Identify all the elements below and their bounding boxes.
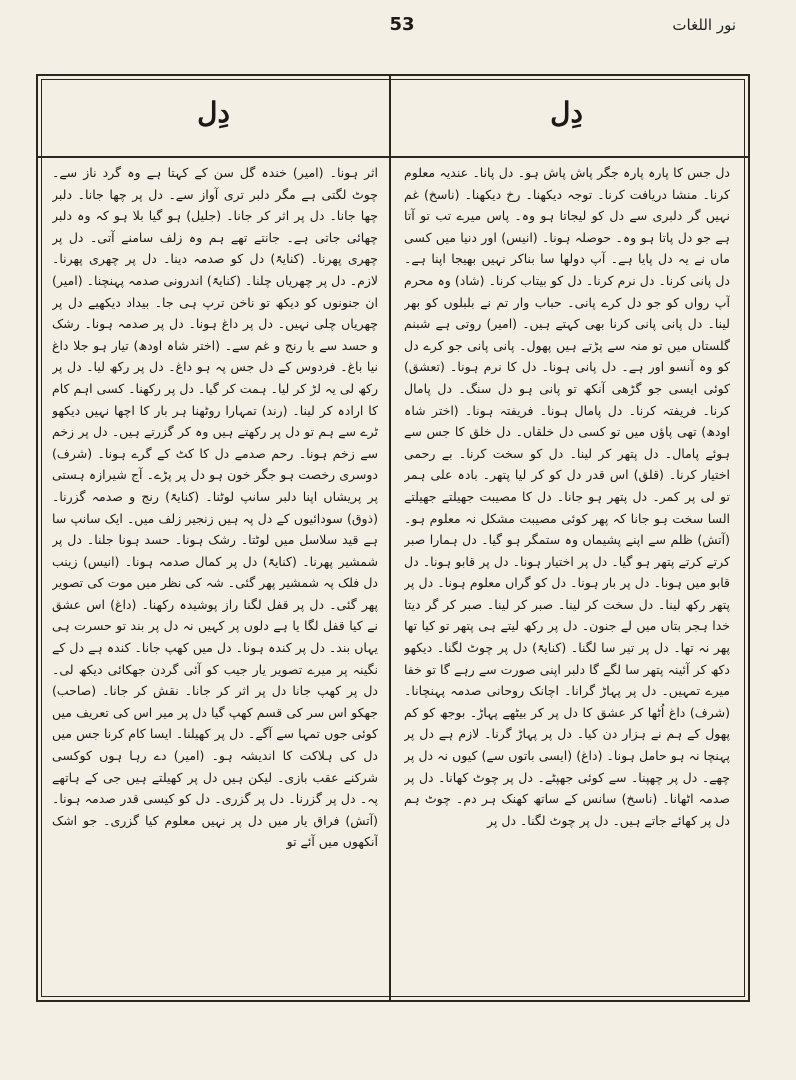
running-head: نور اللغات [672,16,736,34]
left-column-paragraph: اثر ہونا۔ (امیر) خندہ گل سن کے کہتا ہے وہ گرد ناز سے۔ چوٹ لگتی ہے مگر دلبر تری آواز سے۔ دل پر چھا جانا۔ دلبر چھا جانا۔ دل پر اثر کر جانا۔ (جلیل) ہو گیا بلا ہو کہ وہ دلبر چھائی جاتی ہے۔ جانتے تھے ہم وہ زلف سامنے آتی۔ دل پر چھری پھرنا۔ (کنایۃً) دل کو صدمہ دینا۔ دل پر چھری پھرنا۔ لازم۔ دل پر چھریاں چلنا۔ (کنایۃً) اندرونی صدمہ پہنچنا۔ (امیر) ان جنونوں کو دیکھ تو ناخن ترپ ہی جا۔ بیداد دیکھیے دل پر چھریاں چلی نہیں۔ دل پر داغ ہونا۔ دل پر صدمہ ہونا۔ رشک و حسد سے یا رنج و غم سے۔ (اختر شاہ اودھ) تیار ہو جلا داغ نیا باغ۔ فردوس کے دل جس پہ ہو داغ۔ دل پر رکھ لیا۔ دل پر رکھ لی یہ لڑ کر لیا۔ ہمت کر گیا۔ دل پر رکھنا۔ کسی اہم کام کا ارادہ کر لینا۔ (رند) تمہارا روٹھنا ہر بار کا اچھا نہیں دیکھو ٹرے سے ہم تو دل پر رکھتے ہیں وہ کر گزرتے ہیں۔ دل پر زخم سے زخم ہونا۔ رحم صدمے دل کا کٹ کے گرے ہونا۔ (شرف) دوسری رخصت ہو جگر خون ہو دل پر پڑے۔ آج شیرازہ ہستی پر پریشاں اپنا دلبر سانپ لوٹنا۔ (کنایۃً) رنج و صدمہ گزرنا۔ (ذوق) سودائیوں کے دل پہ ہیں زنجیر زلف میں۔ ایک سانپ سا ہے قید سلاسل میں لوٹتا۔ رشک ہونا۔ حسد ہونا جلنا۔ دل پر شمشیر پھرنا۔ (کنایۃً) دل پر کمال صدمہ ہونا۔ (انیس) زینب دل فلک پہ شمشیر پھر گئی۔ شہ کی نظر میں موت کی تصویر پھر گئی۔ دل پر قفل لگنا راز پوشیدہ رکھنا۔ (داغ) اس عشق نے کیا قفل لگا یا ہے دلوں پر کہیں نہ دل پر بند تو حسرت ہی یہاں بند۔ دل پر کندہ ہونا۔ دل میں کھپ جانا۔ کندہ ہے دل کے نگینہ پر میرے تصویر یار جیب کو آئی گردن جھکائی دیکھ لی۔ دل پر کھپ جانا دل پر اثر کر جانا۔ نقش کر جانا۔ (صاحب) جھکو اس سر کی قسم کھپ گیا دل پر میر اس کی تعریف میں کوئی جوں تمہا سے آگے۔ دل پر کھیلنا۔ ایسا کام کرنا جس میں دل کی ہلاکت کا اندیشہ ہو۔ (امیر) دے رہا ہوں کوکسی شرکنے عقب بازی۔ لیکن ہیں دل پر کھیلتے ہیں جی کے ہاتھے پہ۔ دل پر گزرنا۔ دل پر گزری۔ دل کو کیسی قدر صدمہ ہونا۔ (آتش) فراق یار میں دل پر نہیں معلوم کیا گزری۔ جو اشک آنکھوں میں آئے تو [52,165,378,850]
page-number: 53 [389,14,415,35]
column-divider [389,76,391,1000]
heading-rule [38,156,748,158]
right-column-heading: دِل [550,96,583,129]
left-column-heading: دِل [197,96,230,129]
right-column-text [404,162,730,992]
left-column-text [52,162,378,992]
right-column-paragraph: دل جس کا پارہ پارہ جگر پاش پاش ہو۔ دل پانا۔ عندیہ معلوم کرنا۔ منشا دریافت کرنا۔ توجہ دیکھنا۔ رخ دیکھنا۔ (ناسخ) غم نہیں گر دلبری سے دل کو لیجاتا ہو وہ۔ پاس میرے تب تو آتا ہے جو دل پاتا ہو وہ۔ حوصلہ ہونا۔ (انیس) اور دنیا میں کسی ماں نے یہ دل پایا ہے۔ آپ دولھا سا بناکر نہیں بھیجا اپنا ہے۔ دل پانی کرنا۔ دل نرم کرنا۔ دل کو بیتاب کرنا۔ (شاد) وہ محرم آپ رواں کو جو دل کرے پانی۔ حباب وار تم نے بلبلوں کو بھر لینا۔ دل پانی پانی کرنا بھی کہتے ہیں۔ (امیر) روتی ہے شبنم گلستاں میں تو منہ سے پڑتے ہیں پھول۔ پانی پانی جو کرے دل کو وہ آنسو اور ہے۔ دل پانی ہونا۔ دل کا نرم ہونا۔ (تعشق) کوئی ایسی جو گڑھی آنکھ تو پانی ہو دل سنگ۔ دل پامال کرنا۔ فریفتہ کرنا۔ دل پامال ہونا۔ فریفتہ ہونا۔ (اختر شاہ اودھ) تھی پاؤں میں تو کسی دل خلقاں۔ دل خلق کا جس سے ہوئے پامال۔ دل پتھر کر لینا۔ دل کو سخت کرنا۔ بے رحمی اختیار کرنا۔ (قلق) اس قدر دل کو کر لیا پتھر۔ بادہ علی ہمر تو لی پر کمر۔ دل پتھر ہو جانا۔ دل کا مصیبت جھیلتے جھیلتے السا سخت ہو جانا کہ پھر کوئی مصیبت مشکل نہ معلوم ہو۔ (آتش) ظلم سے اپنے پشیماں وہ ستمگر ہو گیا۔ دل ہمارا صبر کرتے کرتے پتھر ہو گیا۔ دل پر اختیار ہونا۔ دل پر قابو ہونا۔ دل قابو میں ہونا۔ دل پر بار ہونا۔ دل کو گراں معلوم ہونا۔ دل پر پتھر رکھ لینا۔ دل سخت کر لینا۔ صبر کر لینا۔ صبر کر گر دیتا خدا ہجر بتاں میں لے جنون۔ دل پر رکھ لیتے ہی پتھر تو کیا تھا پھر نہ تھا۔ دل پر تیر سا لگنا۔ (کنایۃً) دل پر چوٹ لگنا۔ دیکھو دکھ کر آئینہ پتھر سا لگے گا دلبر اپنی صورت سے رہے گا تو خفا میرے تمہیں۔ دل پر پہاڑ گرانا۔ اچانک روحانی صدمہ پہنچانا۔ (شرف) داغ اُٹھا کر عشق کا دل پر کر بیٹھے پہاڑ۔ بوجھ کو کم پھول کے ہم نے ہزار دن کیا۔ دل پر پہاڑ گرنا۔ لازم ہے دل پر پہنچا نہ ہو حامل ہونا۔ (داغ) (ایسی باتوں سے) کیوں نہ دل پر چھے۔ دل پر چھپنا۔ سے کوئی جھپٹے۔ دل پر چوٹ کھانا۔ دل پر صدمہ اٹھانا۔ (ناسخ) سانس کے ساتھ کھنک ہر دم۔ چوٹ ہم دل پر کھائے جاتے ہیں۔ دل پر چوٹ لگنا۔ دل پر [404,165,730,828]
page-frame [36,74,750,1002]
